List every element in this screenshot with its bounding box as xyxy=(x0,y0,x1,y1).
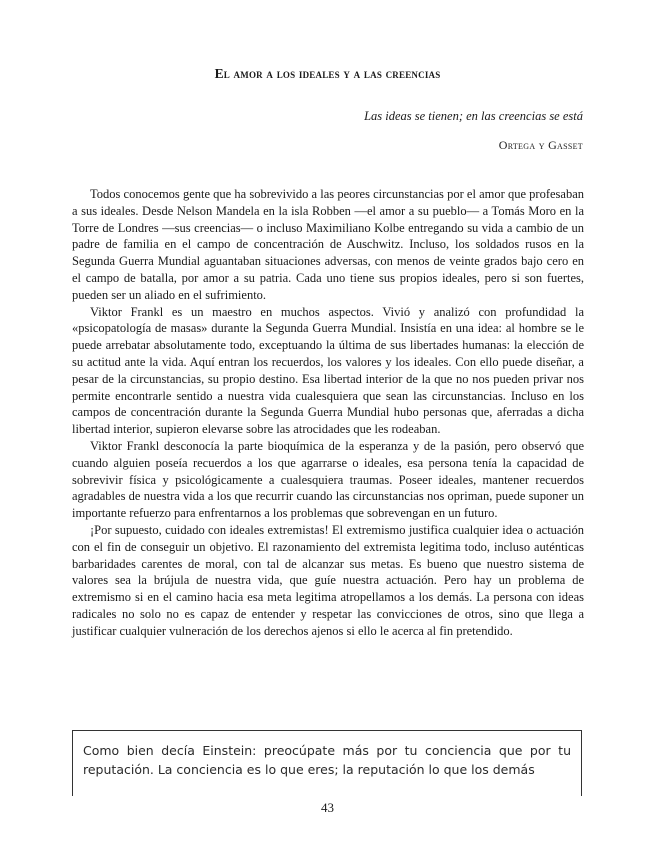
chapter-title: El amor a los ideales y a las creencias xyxy=(214,66,441,81)
paragraph: Todos conocemos gente que ha sobrevivido a las peores circunstancias por el amor que profesaban a sus ideales. Desde Nelson Mandela en la isla Robben —el amor a su pueblo— a Tomás Moro en la Torre de Londres —sus creencias— o incluso Maximiliano Kolbe entregando su vida a cambio de un padre de familia en el campo de concentración de Auschwitz. Incluso, los soldados rusos en la Segunda Guerra Mundial aguantaban situaciones adversas, con menos de veinte grados bajo cero en el campo de batalla, por amor a su patria. Cada uno tiene sus propios ideales, pero si son fuertes, pueden ser un aliado en el sufrimiento. xyxy=(72,187,584,302)
highlight-quote-text: Como bien decía Einstein: preocúpate más por tu conciencia que por tu reputación. La conciencia es lo que eres; la reputación lo que los demás xyxy=(83,743,571,777)
epigraph-author: Ortega y Gasset xyxy=(498,138,583,152)
body-text xyxy=(72,186,584,640)
page-number: 43 xyxy=(321,800,334,815)
paragraph: Viktor Frankl es un maestro en muchos aspectos. Vivió y analizó con profundidad la «psicopatología de masas» durante la Segunda Guerra Mundial. Insistía en una idea: al hombre se le puede arrebatar absolutamente todo, exceptuando la última de sus libertades humanas: la elección de su actitud ante la vida. Aquí entran los recuerdos, los valores y los ideales. Con ello puede diseñar, a pesar de la circunstancias, su propio destino. Esa libertad interior de la que no nos pueden privar nos permite encontrarle sentido a nuestra vida cualesquiera que sean las circunstancias. Incluso en los campos de concentración durante la Segunda Guerra Mundial hubo personas que, aferradas a dicha libertad interior, supieron elevarse sobre las atrocidades que les rodeaban. xyxy=(72,304,584,437)
highlight-quote-box xyxy=(72,730,582,796)
paragraph: ¡Por supuesto, cuidado con ideales extremistas! El extremismo justifica cualquier idea o actuación con el fin de conseguir un objetivo. El razonamiento del extremista legitima todo, incluso auténticas barbaridades carentes de moral, con tal de alcanzar sus metas. Es bueno que nuestro sistema de valores sea la brújula de nuestra vida, que guíe nuestra actuación. Pero hay un problema de extremismo si en el camino hacia esa meta legitima atropellamos a los demás. La persona con ideas radicales no solo no es capaz de entender y respetar las convicciones de otros, sino que llega a justificar cualquier vulneración de los derechos ajenos si ello le acerca al fin pretendido. xyxy=(72,522,584,638)
paragraph: Viktor Frankl desconocía la parte bioquímica de la esperanza y de la pasión, pero observó que cuando alguien poseía recuerdos a los que agarrarse o ideales, esa persona tenía la capacidad de sobrevivir física y psicológicamente a cualesquiera traumas. Poseer ideales, mantener recuerdos agradables de nuestra vida a los que recurrir cuando las circunstancias nos opriman, puede suponer un importante refuerzo para enfrentarnos a los problemas que sobrevengan en un futuro. xyxy=(72,438,584,521)
epigraph-quote: Las ideas se tienen; en las creencias se está xyxy=(364,109,583,123)
